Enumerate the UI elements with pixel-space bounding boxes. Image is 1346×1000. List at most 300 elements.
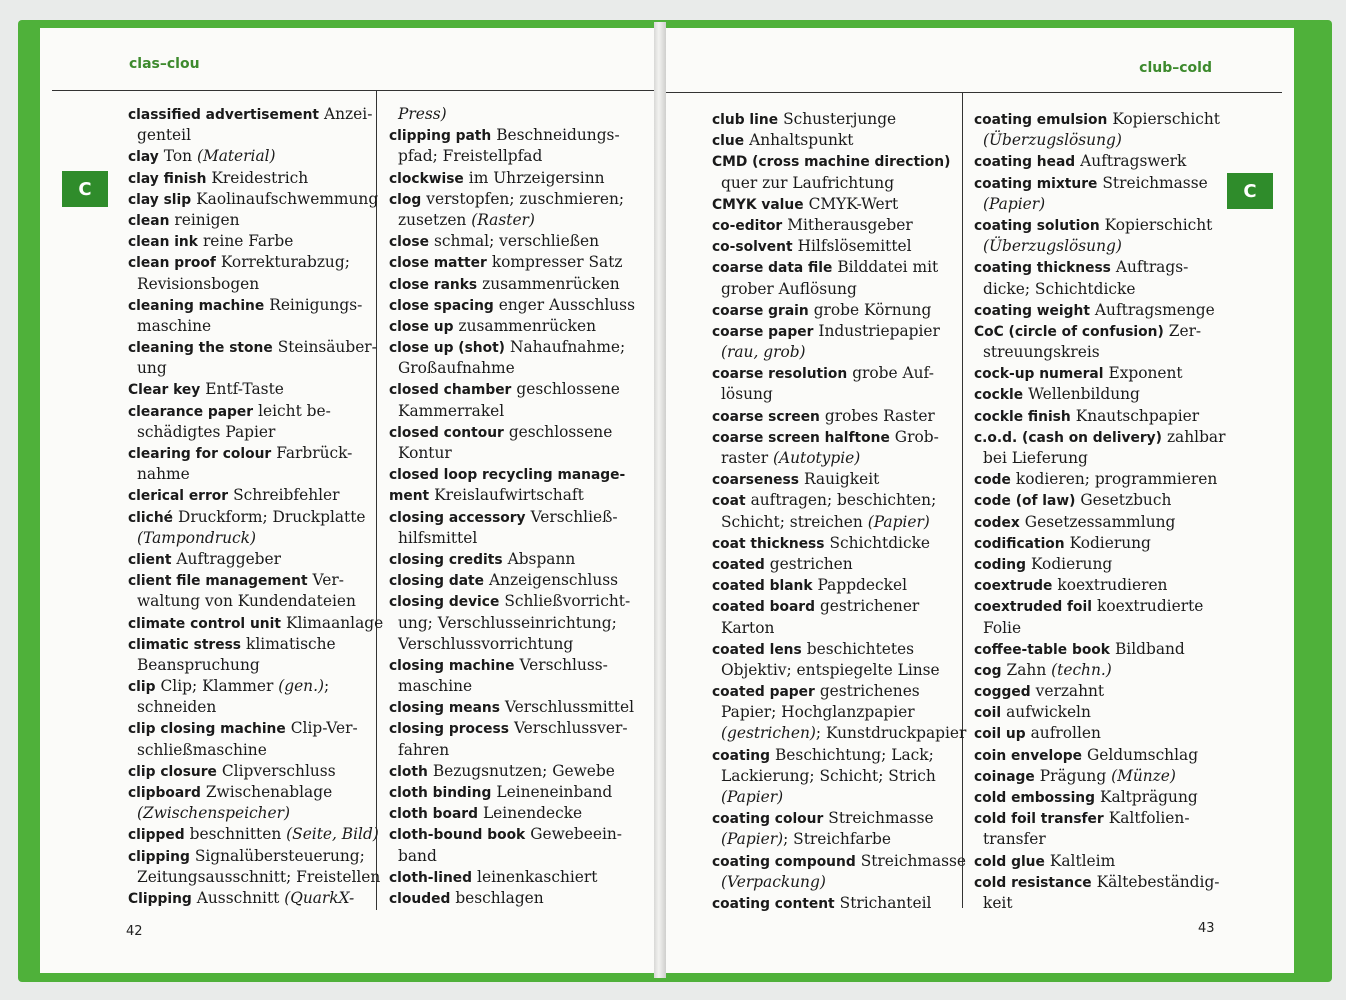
headword: codex (974, 514, 1020, 531)
thumb-index-tab-right: C (1227, 173, 1273, 209)
usage-label: (Papier) (721, 788, 784, 806)
entry-continuation-line (974, 130, 1225, 151)
entry-continuation-line (128, 655, 383, 676)
entry-continuation-line (128, 803, 383, 824)
entry-line (974, 533, 1225, 554)
translation: beschnitten (189, 825, 287, 844)
headword: clipping (128, 848, 190, 865)
translation: quer zur Laufrichtung (721, 173, 895, 192)
entry-continuation-line (974, 342, 1225, 363)
entry-line (389, 697, 635, 718)
translation: verstopfen; zuschmieren; (426, 189, 625, 208)
translation: leicht be- (258, 401, 331, 420)
translation: Grob- (894, 427, 939, 446)
translation: Bilddatei mit (837, 258, 939, 277)
entry-line (712, 681, 966, 702)
usage-label: (Zwischenspeicher) (137, 804, 291, 823)
entry-continuation-line (128, 740, 383, 761)
entry-line (974, 808, 1225, 829)
translation: genteil (137, 126, 192, 145)
headword: closing date (389, 573, 484, 590)
translation: Auftragswerk (1080, 152, 1187, 171)
headword: closing accessory (389, 509, 526, 526)
translation: Kopierschicht (1112, 110, 1220, 128)
translation: kompresser Satz (491, 253, 623, 272)
translation: kodieren; programmieren (1015, 470, 1218, 489)
headword: closing device (389, 594, 500, 611)
translation: Kontur (398, 444, 452, 462)
headword: codification (974, 535, 1065, 552)
entry-line (974, 554, 1225, 575)
entry-continuation-line (712, 279, 966, 300)
headword: cliché (128, 509, 173, 526)
translation: Verschlussmittel (504, 698, 635, 717)
translation: leinenkaschiert (477, 867, 598, 886)
translation: Streichmasse (1102, 173, 1208, 192)
translation: Schusterjunge (783, 110, 897, 128)
headword: cold resistance (974, 874, 1092, 891)
translation: Gewebeein- (530, 825, 623, 844)
translation: gestrichen (769, 554, 853, 573)
translation: Streichmasse (828, 809, 934, 828)
headword: clean proof (128, 255, 216, 272)
entry-line (128, 676, 383, 697)
translation: Mitherausgeber (787, 215, 913, 234)
entry-line (389, 718, 635, 739)
entry-line (389, 295, 635, 316)
headword: coated (712, 556, 765, 573)
headword: clipping path (389, 128, 492, 145)
usage-label: (Raster) (471, 210, 535, 229)
translation: band (398, 846, 437, 865)
entry-line (974, 851, 1225, 872)
translation: Reinigungs- (269, 295, 363, 314)
translation: grober Auflösung (721, 279, 857, 298)
translation: Folie (983, 618, 1022, 637)
entry-line (712, 554, 966, 575)
translation: nahme (137, 465, 190, 484)
entry-line (128, 146, 383, 167)
translation: Schreibfehler (233, 486, 340, 505)
headword: code (of law) (974, 493, 1076, 510)
translation: geschlossene (508, 422, 613, 441)
entry-continuation-line (128, 125, 383, 146)
entry-line (128, 168, 383, 189)
headword: coarse paper (712, 323, 814, 340)
translation: Bildband (1114, 639, 1185, 658)
translation: Verschlussvorrichtung (398, 634, 574, 653)
entry-line (712, 427, 966, 448)
translation: Hilfslösemittel (797, 237, 912, 256)
entry-line (974, 723, 1225, 744)
entry-line (128, 613, 383, 634)
translation: Revisionsbogen (137, 274, 260, 293)
headword: clipped (128, 827, 185, 844)
headword: close ranks (389, 276, 478, 293)
headword: close spacing (389, 297, 494, 314)
entry-line (974, 660, 1225, 681)
translation: grobe Auf- (852, 364, 934, 383)
entry-line (128, 104, 383, 125)
entry-continuation-line (974, 829, 1225, 850)
headword: classified advertisement (128, 107, 320, 123)
headword: closing credits (389, 551, 503, 568)
translation: gestrichener (819, 597, 920, 616)
translation: Auftrags- (1115, 258, 1189, 277)
headword: coextrude (974, 578, 1053, 595)
entry-line (389, 379, 635, 400)
entry-line (128, 634, 383, 655)
translation: im Uhrzeigersinn (468, 168, 605, 187)
entry-continuation-line (389, 401, 635, 422)
usage-label: (Überzugslösung) (983, 237, 1122, 256)
headword: close up (389, 318, 454, 335)
translation: Zwischenablage (205, 783, 333, 801)
usage-label: (Autotypie) (772, 449, 861, 467)
entry-line (128, 401, 383, 422)
headword: coating mixture (974, 175, 1098, 192)
headword: clip (128, 679, 156, 696)
entry-line (712, 490, 966, 511)
left-column-1 (128, 104, 383, 909)
headword: cleaning machine (128, 297, 265, 314)
translation: Zer- (1168, 321, 1202, 340)
translation: Ver- (312, 571, 344, 590)
headword: closed chamber (389, 382, 512, 399)
translation: grobe Körnung (813, 300, 932, 319)
left-column-2 (389, 104, 635, 909)
entry-continuation-line (128, 528, 383, 549)
entry-line (974, 490, 1225, 511)
headword: coil (974, 705, 1002, 722)
entry-line (389, 570, 635, 591)
entry-line (128, 824, 383, 845)
entry-continuation-line (712, 618, 966, 639)
headword: Clipping (128, 890, 192, 907)
translation: verzahnt (1035, 682, 1105, 701)
translation: schmal; verschließen (433, 232, 600, 251)
entry-line (712, 109, 966, 130)
entry-line (974, 257, 1225, 278)
translation: Entf-Taste (205, 380, 284, 399)
translation: Clip-Ver- (290, 719, 358, 738)
entry-line (974, 406, 1225, 427)
headword: coating colour (712, 811, 824, 828)
translation: ; Kunstdruckpapier (815, 724, 967, 743)
entry-continuation-line (712, 787, 966, 808)
headword: coated blank (712, 578, 813, 595)
entry-line (389, 464, 635, 485)
headword: co-editor (712, 217, 783, 234)
entry-continuation-line (974, 893, 1225, 914)
entry-line (712, 215, 966, 236)
page-number-right: 43 (1198, 921, 1215, 936)
usage-label: (Verpackung) (721, 872, 826, 891)
entry-line (974, 109, 1225, 130)
left-header-rule (52, 90, 658, 91)
usage-label: (Tampondruck) (137, 528, 256, 547)
entry-line (974, 151, 1225, 172)
entry-continuation-line (389, 634, 635, 655)
translation: Anzeigenschluss (488, 571, 619, 590)
translation: Bezugsnutzen; Gewebe (432, 761, 615, 780)
entry-line (389, 867, 635, 888)
translation: Verschluss- (519, 655, 608, 674)
translation: ung; Verschlusseinrichtung; (398, 613, 617, 632)
right-header-rule (662, 92, 1282, 93)
entry-continuation-line (712, 512, 966, 533)
headword: co-solvent (712, 239, 793, 256)
headword: closed loop recycling manage- (389, 467, 626, 484)
translation: Anhaltspunkt (749, 131, 854, 150)
headword: coated paper (712, 684, 815, 701)
entry-line (712, 363, 966, 384)
headword: clearing for colour (128, 446, 272, 462)
entry-line (712, 130, 966, 151)
entry-line (712, 194, 966, 215)
translation: bei Lieferung (983, 449, 1088, 467)
translation: koextrudieren (1057, 576, 1168, 595)
entry-continuation-line (712, 702, 966, 723)
headword: closed contour (389, 424, 504, 441)
entry-continuation-line (389, 528, 635, 549)
entry-continuation-line (389, 613, 635, 634)
usage-label: (QuarkX- (284, 888, 355, 907)
entry-continuation-line (712, 342, 966, 363)
entry-line (128, 507, 383, 528)
translation: ung (137, 359, 167, 378)
headword: cock-up numeral (974, 366, 1104, 383)
translation: reine Farbe (202, 232, 294, 251)
book-spine (654, 22, 666, 978)
entry-line (389, 824, 635, 845)
translation: beschichtetes (806, 639, 915, 658)
entry-continuation-line (974, 194, 1225, 215)
headword: cleaning the stone (128, 340, 273, 357)
translation: Lackierung; Schicht; Strich (721, 766, 936, 785)
translation: Schichtdicke (829, 533, 931, 552)
translation: Verschlussver- (513, 719, 628, 738)
headword: clean ink (128, 234, 198, 251)
entry-continuation-line (128, 358, 383, 379)
translation: Großaufnahme (398, 359, 515, 378)
entry-line (389, 125, 635, 146)
headword: clouded (389, 890, 451, 907)
translation: Auftraggeber (176, 549, 281, 568)
translation: Karton (721, 618, 775, 637)
headword: close up (shot) (389, 340, 505, 357)
headword: ment (389, 488, 430, 505)
headword: clog (389, 191, 422, 208)
usage-label: Press) (398, 105, 447, 123)
headword: coated board (712, 599, 815, 616)
translation: Kodierung (1069, 533, 1151, 552)
translation: Strichanteil (839, 893, 932, 912)
entry-line (712, 639, 966, 660)
translation: Prägung (1039, 766, 1112, 785)
translation: maschine (137, 316, 212, 335)
entry-line (389, 507, 635, 528)
entry-continuation-line (712, 660, 966, 681)
headword: coin envelope (974, 747, 1082, 764)
translation: gestrichenes (819, 682, 920, 701)
headword: coating (712, 747, 770, 764)
headword: c.o.d. (cash on delivery) (974, 429, 1162, 446)
headword: closing means (389, 700, 500, 717)
entry-continuation-line (712, 173, 966, 194)
entry-continuation-line (128, 867, 383, 888)
translation: Geldumschlag (1086, 745, 1199, 764)
headword: cloth (389, 763, 428, 780)
entry-line (712, 406, 966, 427)
entry-continuation-line (389, 443, 635, 464)
entry-line (128, 337, 383, 358)
headword: clue (712, 133, 745, 150)
headword: cogged (974, 684, 1031, 701)
translation: CMYK-Wert (808, 194, 899, 213)
translation: ; Streichfarbe (783, 830, 892, 849)
entry-line (712, 893, 966, 914)
entry-line (974, 766, 1225, 787)
usage-label: (gen.) (278, 677, 324, 696)
left-running-header: clas–clou (129, 56, 200, 72)
entry-continuation-line (389, 210, 635, 231)
entry-continuation-line (389, 676, 635, 697)
usage-label: (rau, grob) (721, 343, 806, 362)
headword: coating weight (974, 302, 1090, 319)
translation: Kreidestrich (211, 168, 309, 187)
entry-line (389, 274, 635, 295)
translation: Kreislaufwirtschaft (434, 486, 584, 505)
entry-line (128, 761, 383, 782)
headword: cockle finish (974, 408, 1071, 425)
entry-line (128, 379, 383, 400)
entry-line (974, 745, 1225, 766)
translation: Zahn (1006, 660, 1052, 679)
entry-continuation-line (712, 766, 966, 787)
entry-line (128, 443, 383, 464)
entry-line (712, 745, 966, 766)
right-running-header: club–cold (1139, 60, 1212, 76)
headword: client (128, 551, 172, 568)
entry-line (974, 787, 1225, 808)
entry-line (974, 173, 1225, 194)
translation: Knautschpapier (1075, 406, 1200, 425)
headword: coated lens (712, 641, 802, 658)
entry-line (128, 231, 383, 252)
headword: clay slip (128, 191, 192, 208)
entry-line (389, 761, 635, 782)
translation: Beanspruchung (137, 655, 260, 674)
entry-continuation-line (389, 846, 635, 867)
headword: coat thickness (712, 535, 825, 552)
translation: ; (324, 677, 330, 696)
entry-line (128, 570, 383, 591)
entry-line (712, 808, 966, 829)
translation: Nahaufnahme; (509, 338, 626, 357)
headword: cold foil transfer (974, 811, 1104, 828)
entry-continuation-line (128, 316, 383, 337)
entry-continuation-line (128, 274, 383, 295)
headword: coarse screen (712, 408, 820, 425)
headword: coextruded foil (974, 599, 1092, 616)
entry-line (974, 681, 1225, 702)
entry-line (389, 888, 635, 909)
entry-line (389, 549, 635, 570)
translation: beschlagen (455, 888, 544, 907)
translation: Clip; Klammer (160, 677, 279, 696)
headword: coffee-table book (974, 641, 1110, 658)
entry-continuation-line (712, 384, 966, 405)
translation: Gesetzbuch (1080, 491, 1172, 510)
headword: cloth board (389, 806, 478, 823)
translation: geschlossene (516, 380, 620, 399)
headword: coarse resolution (712, 366, 848, 383)
headword: coding (974, 556, 1026, 573)
usage-label: (techn.) (1051, 660, 1112, 679)
entry-line (712, 851, 966, 872)
headword: coat (712, 493, 746, 510)
headword: clip closure (128, 763, 217, 780)
headword: coating thickness (974, 260, 1111, 277)
thumb-index-tab-left: C (62, 171, 108, 207)
translation: fahren (398, 740, 450, 759)
entry-line (128, 718, 383, 739)
headword: coating content (712, 895, 835, 912)
translation: Klimaanlage (285, 613, 384, 632)
translation: Zeitungsausschnitt; Freistellen (137, 867, 381, 886)
entry-line (712, 533, 966, 554)
headword: clerical error (128, 488, 229, 505)
translation: Pappdeckel (817, 576, 907, 595)
entry-continuation-line (128, 464, 383, 485)
translation: Signalübersteuerung; (194, 846, 365, 865)
translation: Beschneidungs- (496, 126, 620, 145)
entry-line (974, 321, 1225, 342)
translation: zahlbar (1166, 427, 1226, 446)
entry-continuation-line (712, 723, 966, 744)
headword: clay finish (128, 170, 207, 187)
translation: zusetzen (398, 210, 472, 229)
translation: dicke; Schichtdicke (983, 279, 1136, 298)
entry-line (128, 295, 383, 316)
translation: Streichmasse (860, 851, 967, 870)
translation: Rauigkeit (803, 470, 880, 489)
translation: zusammenrücken (458, 316, 597, 335)
page-number-left: 42 (126, 924, 143, 939)
translation: schließmaschine (137, 740, 267, 759)
entry-continuation-line (974, 618, 1225, 639)
entry-line (974, 872, 1225, 893)
translation: Druckform; Druckplatte (178, 507, 366, 526)
translation: keit (983, 893, 1013, 912)
usage-label: (Münze) (1111, 766, 1176, 785)
usage-label: (Papier) (721, 830, 784, 849)
entry-line (712, 151, 966, 172)
entry-line (128, 888, 383, 909)
entry-continuation-line (974, 279, 1225, 300)
translation: streuungskreis (983, 343, 1100, 362)
translation: Abspann (507, 549, 576, 568)
headword: coarse grain (712, 302, 809, 319)
entry-line (389, 189, 635, 210)
translation: Leineneinband (496, 783, 613, 801)
translation: schädigtes Papier (137, 422, 276, 441)
translation: Exponent (1108, 364, 1183, 383)
translation: Kopierschicht (1104, 215, 1213, 234)
headword: coil up (974, 726, 1026, 743)
translation: Schließvorricht- (504, 592, 631, 611)
